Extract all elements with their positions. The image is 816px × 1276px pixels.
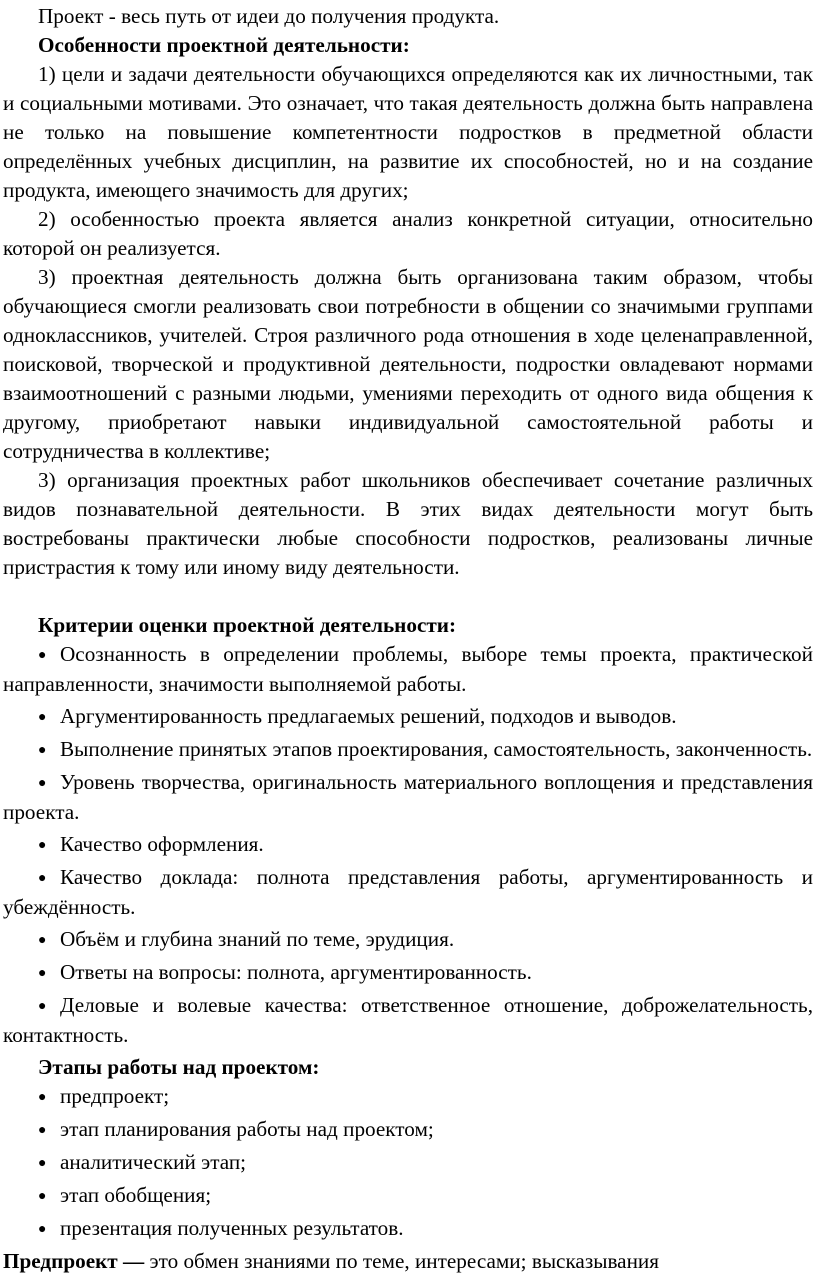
criteria-heading: Критерии оценки проектной деятельности: bbox=[38, 613, 457, 637]
bullet-icon: ● bbox=[38, 999, 47, 1014]
bullet-icon: ● bbox=[38, 966, 47, 981]
criteria-item: ● Качество оформления. bbox=[3, 830, 813, 860]
bullet-icon: ● bbox=[38, 1090, 47, 1105]
preproject-paragraph bbox=[3, 1247, 813, 1276]
bullet-icon: ● bbox=[38, 933, 47, 948]
bullet-icon: ● bbox=[38, 1189, 47, 1204]
bullet-icon: ● bbox=[38, 743, 47, 758]
bullet-icon: ● bbox=[38, 838, 47, 853]
criteria-item: ● Объём и глубина знаний по теме, эрудиция. bbox=[3, 925, 813, 955]
bullet-icon: ● bbox=[38, 710, 47, 725]
stage-item: ● аналитический этап; bbox=[3, 1148, 813, 1178]
bullet-icon: ● bbox=[38, 871, 47, 886]
feature-paragraph-2: 2) особенностью проекта является анализ конкретной ситуации, относительно которой он реализуется. bbox=[3, 207, 813, 260]
stage-item: ● предпроект; bbox=[3, 1082, 813, 1112]
blank-line bbox=[3, 582, 813, 611]
document-page bbox=[3, 0, 813, 1276]
intro-paragraph: Проект - весь путь от идеи до получения продукта. bbox=[38, 4, 500, 28]
criteria-list bbox=[3, 640, 813, 1050]
feature-paragraph-3: 3) проектная деятельность должна быть организована таким образом, чтобы обучающиеся смогли реализовать свои потребности в общении со значимыми группами одноклассников, учителей. Строя различного рода отношения в ходе целенаправленной, поисковой, творческой и продуктивной деятельности, подростки овладевают нормами взаимоотношений с разными людьми, умениями переходить от одного вида общения к другому, приобретают навыки индивидуальной самостоятельной работы и сотрудничества в коллективе; bbox=[3, 265, 813, 463]
bullet-icon: ● bbox=[38, 776, 47, 791]
stages-heading: Этапы работы над проектом: bbox=[38, 1055, 320, 1079]
feature-paragraph-1: 1) цели и задачи деятельности обучающихся определяются как их личностными, так и социальными мотивами. Это означает, что такая деятельность должна быть направлена не только на повышение компетентности подростков в предметной области определённых учебных дисциплин, на развитие их способностей, но и на создание продукта, имеющего значимость для других; bbox=[3, 62, 813, 202]
preproject-text: это обмен знаниями по теме, интересами; высказывания bbox=[144, 1249, 659, 1273]
bullet-icon: ● bbox=[38, 1123, 47, 1138]
criteria-item: ● Деловые и волевые качества: ответственное отношение, доброжелательность, контактность. bbox=[3, 993, 813, 1047]
feature-paragraph-4: 3) организация проектных работ школьников обеспечивает сочетание различных видов познавательной деятельности. В этих видах деятельности могут быть востребованы практически любые способности подростков, реализованы личные пристрастия к тому или иному виду деятельности. bbox=[3, 468, 813, 579]
criteria-item: ● Аргументированность предлагаемых решений, подходов и выводов. bbox=[3, 702, 813, 732]
criteria-item: ● Выполнение принятых этапов проектирования, самостоятельность, законченность. bbox=[3, 735, 813, 765]
criteria-item: ● Качество доклада: полнота представления работы, аргументированность и убеждённость. bbox=[3, 865, 813, 919]
features-heading: Особенности проектной деятельности: bbox=[38, 33, 410, 57]
stage-item: ● этап планирования работы над проектом; bbox=[3, 1115, 813, 1145]
stage-item: ● презентация полученных результатов. bbox=[3, 1214, 813, 1244]
bullet-icon: ● bbox=[38, 1156, 47, 1171]
preproject-term: Предпроект — bbox=[3, 1249, 145, 1273]
stage-item: ● этап обобщения; bbox=[3, 1181, 813, 1211]
criteria-item: ● Осознанность в определении проблемы, выборе темы проекта, практической направленности, значимости выполняемой работы. bbox=[3, 642, 813, 696]
bullet-icon: ● bbox=[38, 1222, 47, 1237]
criteria-item: ● Ответы на вопросы: полнота, аргументированность. bbox=[3, 958, 813, 988]
stages-list bbox=[3, 1082, 813, 1244]
criteria-item: ● Уровень творчества, оригинальность материального воплощения и представления проекта. bbox=[3, 770, 813, 824]
bullet-icon: ● bbox=[38, 648, 47, 663]
